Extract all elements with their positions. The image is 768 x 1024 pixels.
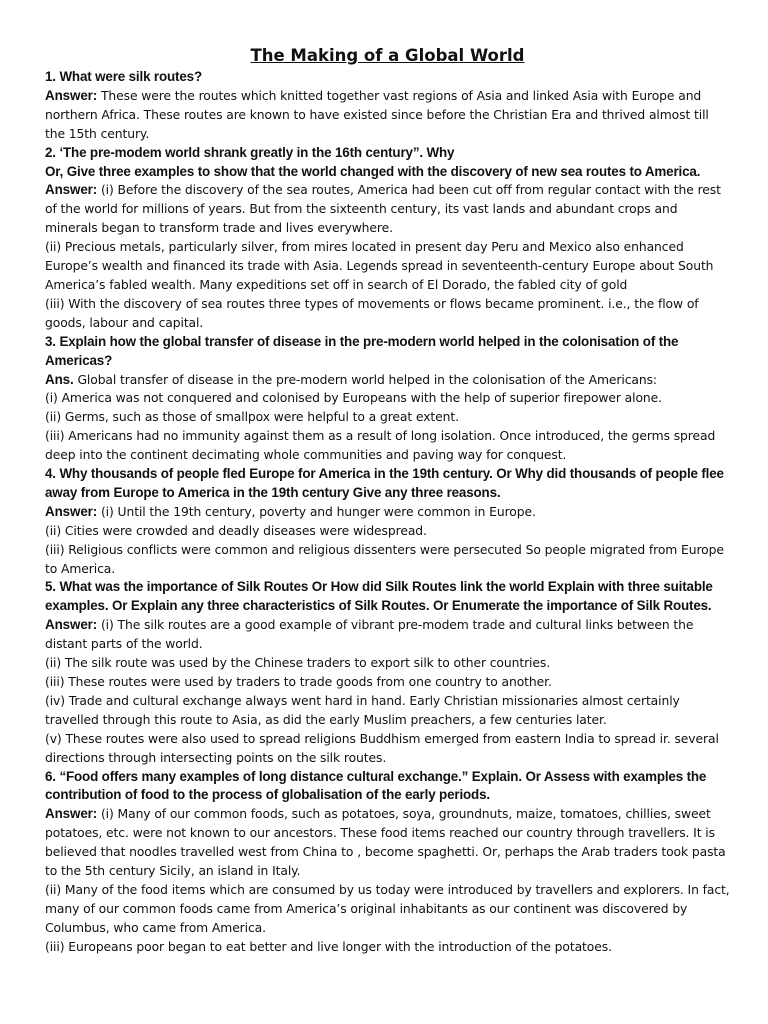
- answer-text: (i) Many of our common foods, such as potatoes, soya, groundnuts, maize, tomatoes, chillies, sweet potatoes, etc. were not known to our ancestors. These food items reached our country through travellers. It is believed that noodles travelled west from China to , become spaghetti. Or, perhaps the Arab traders took pasta to the 5th century Sicily, an island in Italy.: [45, 807, 726, 879]
- question-6: 6. “Food offers many examples of long distance cultural exchange.” Explain. Or Assess with examples the contribution of food to the process of globalisation of the early periods.: [45, 768, 707, 803]
- question-3: 3. Explain how the global transfer of disease in the pre-modern world helped in the colonisation of the Americas?: [45, 333, 679, 368]
- answer-2-point-2: (ii) Precious metals, particularly silver, from mires located in present day Peru and Mexico also enhanced Europe’s wealth and financed its trade with Asia. Legends spread in seventeenth-century Europe about South America’s fabled wealth. Many expeditions set off in search of El Dorado, the fabled city of gold: [45, 240, 714, 292]
- question-2-alt: Or, Give three examples to show that the world changed with the discovery of new sea routes to America.: [45, 163, 701, 179]
- page-title: The Making of a Global World: [250, 46, 525, 65]
- answer-5: [45, 616, 730, 654]
- question-5: 5. What was the importance of Silk Routes Or How did Silk Routes link the world Explain with three suitable examples. Or Explain any three characteristics of Silk Routes. Or Enumerate the importance of Silk Routes.: [45, 579, 713, 614]
- answer-2: [45, 181, 730, 238]
- answer-4-point-3: (iii) Religious conflicts were common and religious dissenters were persecuted So people migrated from Europe to America.: [45, 542, 724, 576]
- answer-5-point-5: (v) These routes were also used to spread religions Buddhism emerged from eastern India to spread ir. several directions through intersecting points on the silk routes.: [45, 731, 719, 765]
- answer-1: [45, 87, 730, 144]
- answer-text: Global transfer of disease in the pre-modern world helped in the colonisation of the Americans:: [73, 372, 657, 387]
- answer-label: Answer:: [45, 87, 98, 103]
- question-4: 4. Why thousands of people fled Europe for America in the 19th century. Or Why did thousands of people flee away from Europe to America in the 19th century Give any three reasons.: [45, 466, 724, 500]
- answer-5-point-4: (iv) Trade and cultural exchange always went hard in hand. Early Christian missionaries almost certainly travelled through this route to Asia, as did the early Muslim preachers, a few centuries later.: [45, 693, 680, 727]
- answer-text: These were the routes which knitted together vast regions of Asia and linked Asia with Europe and northern Africa. These routes are known to have existed since before the Christian Era and thrived almost till the 15th century.: [45, 88, 709, 141]
- answer-5-point-3: (iii) These routes were used by traders to trade goods from one country to another.: [45, 675, 552, 689]
- document-page: [45, 45, 730, 957]
- answer-6-point-2: (ii) Many of the food items which are consumed by us today were introduced by travellers and explorers. In fact, many of our common foods came from America’s original inhabitants as our continent was discovered by Columbus, who came from America.: [45, 882, 730, 935]
- question-2: 2. ‘The pre-modem world shrank greatly in the 16th century”. Why: [45, 144, 455, 160]
- answer-text: (i) Until the 19th century, poverty and hunger were common in Europe.: [97, 504, 536, 519]
- answer-2-point-3: (iii) With the discovery of sea routes three types of movements or flows became prominent. i.e., the flow of goods, labour and capital.: [45, 296, 699, 330]
- answer-6-point-3: (iii) Europeans poor began to eat better and live longer with the introduction of the potatoes.: [45, 939, 612, 954]
- answer-label: Answer:: [45, 806, 98, 822]
- answer-label: Answer:: [45, 503, 98, 519]
- answer-3-point-2: (ii) Germs, such as those of smallpox were helpful to a great extent.: [45, 410, 459, 425]
- answer-5-point-2: (ii) The silk route was used by the Chinese traders to export silk to other countries.: [45, 656, 551, 671]
- answer-4: [45, 503, 730, 522]
- answer-6: [45, 805, 730, 881]
- answer-label: Answer:: [45, 617, 98, 633]
- question-1: 1. What were silk routes?: [45, 69, 202, 84]
- answer-text: (i) The silk routes are a good example of vibrant pre-modem trade and cultural links between the distant parts of the world.: [45, 618, 694, 652]
- answer-4-point-2: (ii) Cities were crowded and deadly diseases were widespread.: [45, 523, 427, 538]
- answer-3: [45, 371, 730, 390]
- answer-label: Ans.: [45, 371, 74, 387]
- answer-3-point-1: (i) America was not conquered and colonised by Europeans with the help of superior firepower alone.: [45, 391, 662, 406]
- answer-label: Answer:: [45, 182, 98, 198]
- answer-3-point-3: (iii) Americans had no immunity against them as a result of long isolation. Once introduced, the germs spread deep into the continent decimating whole communities and paving way for conquest.: [45, 429, 716, 463]
- answer-text: (i) Before the discovery of the sea routes, America had been cut off from regular contact with the rest of the world for millions of years. But from the sixteenth century, its vast lands and abundant crops and minerals began to transform trade and lives everywhere.: [45, 183, 721, 236]
